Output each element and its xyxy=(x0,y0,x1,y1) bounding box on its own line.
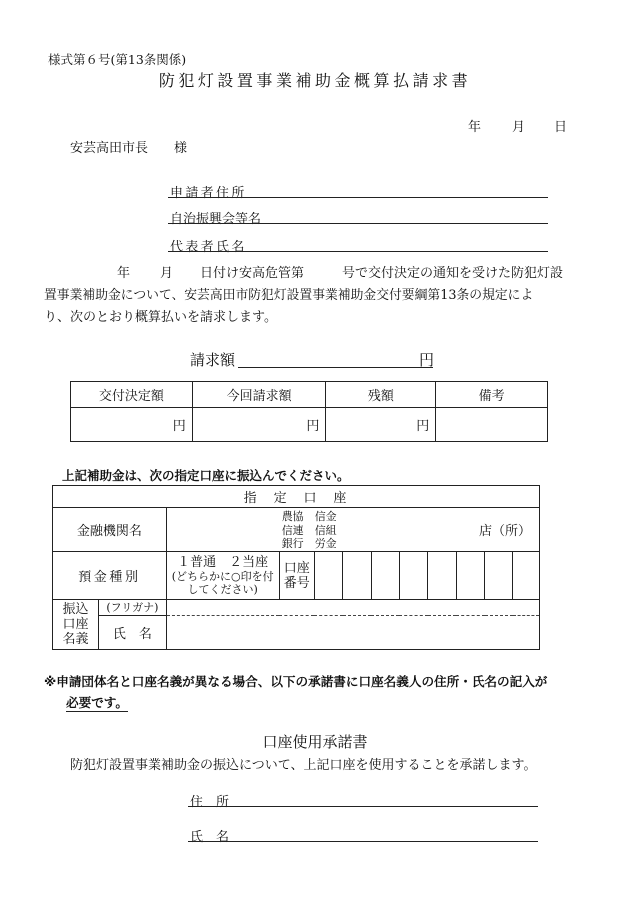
granted-amount-unit: 円 xyxy=(172,419,186,434)
amount-table xyxy=(70,381,548,442)
branch-label: 店（所） xyxy=(478,524,531,539)
form-number: 様式第６号(第13条関係) xyxy=(48,52,187,67)
addressee: 安芸高田市長 様 xyxy=(70,141,188,156)
representative-name-field[interactable] xyxy=(168,236,548,252)
holder-label-furikomi: 振込 xyxy=(62,602,89,617)
granted-amount-cell[interactable] xyxy=(71,408,193,442)
account-number-label: 口座番号 xyxy=(279,552,314,600)
bank-instruction: 上記補助金は、次の指定口座に振込んでください。 xyxy=(62,468,350,483)
representative-name-label: 代表者氏名 xyxy=(170,240,247,255)
claim-amount-unit: 円 xyxy=(419,351,435,369)
document-title: 防犯灯設置事業補助金概算払請求書 xyxy=(158,71,472,90)
account-digit-8[interactable] xyxy=(513,552,540,600)
account-digit-6[interactable] xyxy=(456,552,484,600)
account-digit-4[interactable] xyxy=(399,552,427,600)
claim-amount-label: 請求額 xyxy=(190,351,236,369)
date-year: 年 xyxy=(468,120,482,135)
deposit-type-field[interactable] xyxy=(166,552,279,600)
inst-type-shinren: 信連 xyxy=(281,523,304,537)
holder-label-kouza: 口座 xyxy=(62,617,89,632)
applicant-address-field[interactable] xyxy=(168,182,548,198)
header-granted-amount: 交付決定額 xyxy=(71,382,193,408)
account-digit-5[interactable] xyxy=(428,552,456,600)
association-name-label: 自治振興会等名 xyxy=(170,212,262,227)
remaining-unit: 円 xyxy=(416,419,430,434)
notice-line1: ※申請団体名と口座名義が異なる場合、以下の承諾書に口座名義人の住所・氏名の記入が xyxy=(44,674,548,689)
institution-label: 金融機関名 xyxy=(53,508,167,552)
deposit-options: １普通 ２当座 xyxy=(177,554,269,570)
bank-account-table xyxy=(52,485,540,650)
notice-line2: 必要です。 xyxy=(66,692,128,712)
furigana-label: (フリガナ) xyxy=(99,600,167,616)
body-date-ref: 日付け安高危管第 xyxy=(200,266,305,281)
header-remarks: 備考 xyxy=(436,382,548,408)
inst-type-roukin: 労金 xyxy=(314,537,337,550)
account-holder-label xyxy=(53,600,99,650)
header-remaining: 残額 xyxy=(326,382,436,408)
inst-type-shinkin: 信金 xyxy=(314,510,337,523)
account-digit-3[interactable] xyxy=(371,552,399,600)
body-line1-end: 号で交付決定の通知を受けた防犯灯設 xyxy=(342,266,564,281)
claim-amount-field[interactable] xyxy=(238,350,433,368)
consent-name-field[interactable] xyxy=(188,826,538,842)
applicant-address-label: 申請者住所 xyxy=(170,186,247,201)
institution-field[interactable] xyxy=(166,508,539,552)
holder-name-field[interactable] xyxy=(166,616,539,650)
body-year: 年 xyxy=(117,266,131,281)
date-month: 月 xyxy=(512,120,526,135)
current-claim-unit: 円 xyxy=(306,419,320,434)
association-name-field[interactable] xyxy=(168,208,548,224)
consent-title: 口座使用承諾書 xyxy=(262,733,368,751)
furigana-field[interactable] xyxy=(166,600,539,616)
consent-name-label: 氏 名 xyxy=(190,830,230,845)
holder-name-label: 氏 名 xyxy=(99,616,167,650)
inst-type-ginko: 銀行 xyxy=(281,537,304,550)
institution-types xyxy=(282,510,337,551)
body-month: 月 xyxy=(160,266,174,281)
inst-type-shinkumi: 信組 xyxy=(314,523,337,537)
holder-label-meigi: 名義 xyxy=(62,632,89,647)
bank-table-header: 指 定 口 座 xyxy=(53,486,540,508)
body-line3: り、次のとおり概算払いを請求します。 xyxy=(44,310,277,325)
inst-type-noukyo: 農協 xyxy=(281,510,304,523)
body-line2: 置事業補助金について、安芸高田市防犯灯設置事業補助金交付要綱第13条の規定によ xyxy=(44,288,534,303)
header-current-claim: 今回請求額 xyxy=(192,382,326,408)
consent-address-field[interactable] xyxy=(188,791,538,807)
consent-text: 防犯灯設置事業補助金の振込について、上記口座を使用することを承諾します。 xyxy=(70,758,537,773)
deposit-note: (どちらかに○印を付してください) xyxy=(171,569,274,596)
deposit-type-label: 預金種別 xyxy=(53,552,167,600)
account-digit-7[interactable] xyxy=(485,552,513,600)
date-day: 日 xyxy=(554,120,568,135)
account-digit-2[interactable] xyxy=(343,552,371,600)
consent-address-label: 住 所 xyxy=(190,795,230,810)
current-claim-cell[interactable] xyxy=(192,408,326,442)
account-digit-1[interactable] xyxy=(314,552,342,600)
remaining-cell[interactable] xyxy=(326,408,436,442)
remarks-cell[interactable] xyxy=(436,408,548,442)
